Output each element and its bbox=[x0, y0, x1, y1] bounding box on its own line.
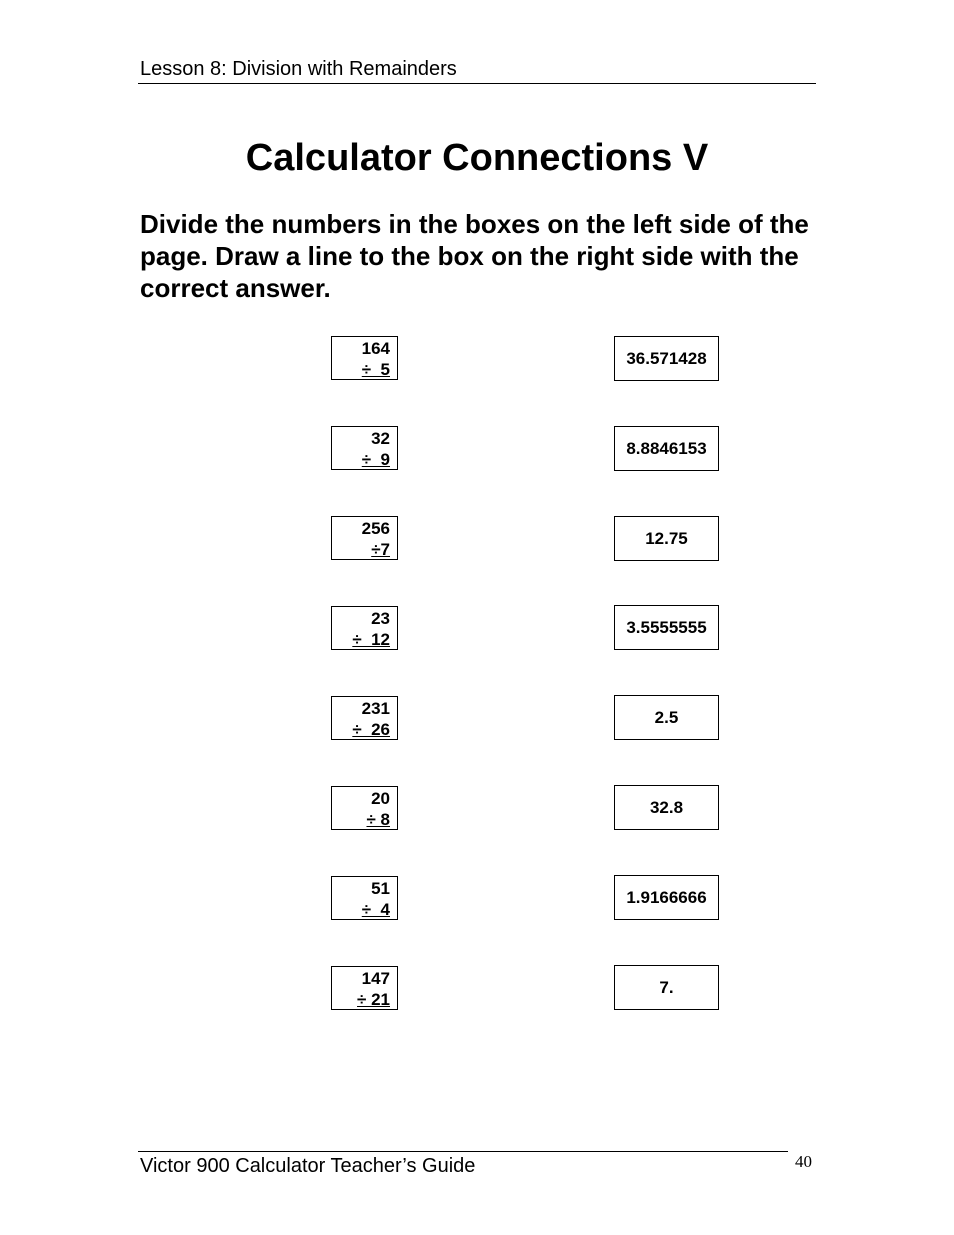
problem-box[interactable] bbox=[331, 516, 398, 560]
instructions-text: Divide the numbers in the boxes on the left side of the page. Draw a line to the box on the right side with the correct answer. bbox=[140, 209, 809, 303]
page-title: Calculator Connections V bbox=[245, 137, 709, 179]
answer-box[interactable]: 7. bbox=[614, 965, 719, 1010]
answer-box[interactable]: 3.5555555 bbox=[614, 605, 719, 650]
answer-box[interactable]: 32.8 bbox=[614, 785, 719, 830]
divisor: ÷ 21 bbox=[357, 990, 390, 1009]
header-divider bbox=[138, 83, 816, 84]
problem-box[interactable] bbox=[331, 966, 398, 1010]
dividend: 231 bbox=[361, 699, 390, 718]
dividend: 147 bbox=[361, 969, 390, 988]
divisor: ÷ 26 bbox=[352, 720, 390, 739]
answer-box[interactable]: 36.571428 bbox=[614, 336, 719, 381]
dividend: 23 bbox=[371, 609, 390, 628]
dividend: 32 bbox=[371, 429, 390, 448]
divisor: ÷7 bbox=[371, 540, 390, 559]
problem-box[interactable] bbox=[331, 876, 398, 920]
dividend: 256 bbox=[361, 519, 390, 538]
dividend: 164 bbox=[361, 339, 390, 358]
answer-box[interactable]: 12.75 bbox=[614, 516, 719, 561]
page-number: 40 bbox=[795, 1152, 812, 1171]
dividend: 20 bbox=[371, 789, 390, 808]
answer-box[interactable]: 8.8846153 bbox=[614, 426, 719, 471]
problem-box[interactable] bbox=[331, 696, 398, 740]
divisor: ÷ 9 bbox=[361, 450, 390, 469]
guide-title: Victor 900 Calculator Teacher’s Guide bbox=[140, 1155, 476, 1177]
answer-box[interactable]: 2.5 bbox=[614, 695, 719, 740]
problem-box[interactable] bbox=[331, 336, 398, 380]
divisor: ÷ 5 bbox=[361, 360, 390, 379]
divisor: ÷ 4 bbox=[361, 900, 390, 919]
problem-box[interactable] bbox=[331, 426, 398, 470]
answer-box[interactable]: 1.9166666 bbox=[614, 875, 719, 920]
problem-box[interactable] bbox=[331, 786, 398, 830]
lesson-title: Lesson 8: Division with Remainders bbox=[140, 58, 457, 80]
footer-divider bbox=[138, 1151, 788, 1152]
dividend: 51 bbox=[371, 879, 390, 898]
divisor: ÷ 12 bbox=[352, 630, 390, 649]
problem-box[interactable] bbox=[331, 606, 398, 650]
divisor: ÷ 8 bbox=[366, 810, 390, 829]
